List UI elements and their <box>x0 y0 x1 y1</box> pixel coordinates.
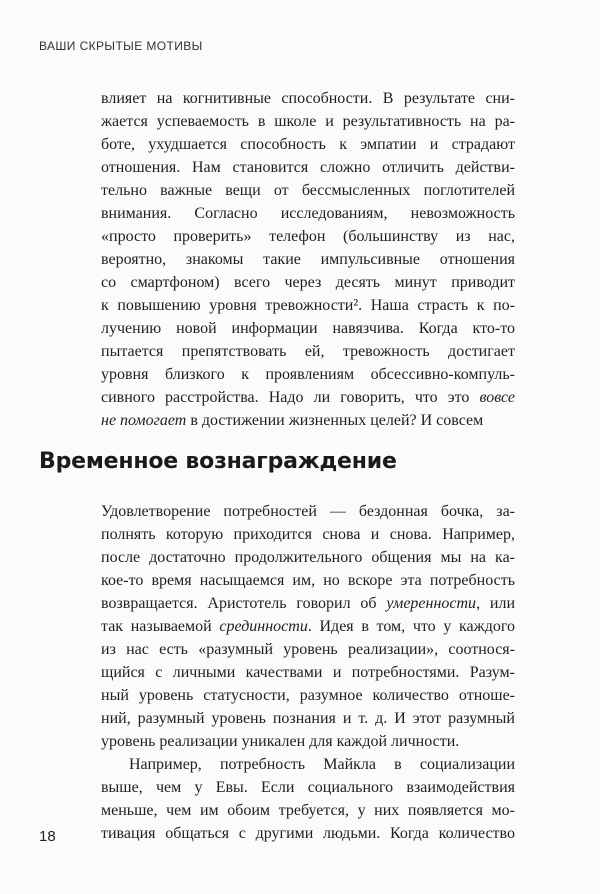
emphasis: вовсе <box>479 389 516 406</box>
text-line: из нас есть «разумный уровень реализации», соотнося- <box>101 641 515 658</box>
text-line: влияет на когнитивные способности. В результате сни- <box>101 90 515 107</box>
text-line: меньше, чем им обоим требуется, у них появляется мо- <box>101 802 515 819</box>
text-line: Например, потребность Майкла в социализации <box>129 756 515 773</box>
text-span: , или <box>476 595 516 612</box>
text-line: после достаточно продолжительного общения мы на ка- <box>101 549 515 566</box>
text-line <box>101 594 515 614</box>
text-line: внимания. Согласно исследованиям, невозможность <box>101 205 515 222</box>
text-line: вероятно, знакомы такие импульсивные отношения <box>101 251 515 268</box>
running-head: ВАШИ СКРЫТЫЕ МОТИВЫ <box>39 39 203 53</box>
text-line: кое-то время насыщаемся им, но вскоре эта потребность <box>101 572 515 589</box>
text-line: щийся с личными качествами и потребностями. Разум- <box>101 664 515 681</box>
text-line: пытается препятствовать ей, тревожность достигает <box>101 343 515 360</box>
text-line: со смартфоном) всего через десять минут приводит <box>101 274 515 291</box>
text-line <box>101 617 515 637</box>
text-line: тивация общаться с другими людьми. Когда количество <box>101 825 515 842</box>
text-line: ный уровень статусности, разумное количество отноше- <box>101 687 515 704</box>
section-heading: Временное вознаграждение <box>39 449 397 474</box>
text-line: уровня близкого к проявлениям обсессивно-компуль- <box>101 366 515 383</box>
text-line: полнять которую приходится снова и снова. Например, <box>101 526 515 543</box>
text-span: сивного расстройства. Надо ли говорить, что это <box>101 389 470 406</box>
text-line: ний, разумный уровень познания и т. д. И этот разумный <box>101 710 515 727</box>
text-line: боте, ухудшается способность к эмпатии и страдают <box>101 136 515 153</box>
text-line: к повышению уровня тревожности². Наша страсть к по- <box>101 297 515 314</box>
text-span: . Идея в том, что у каждого <box>307 618 516 635</box>
text-span: возвращается. Аристотель говорил об <box>101 595 387 612</box>
text-line: отношения. Нам становится сложно отличить действи- <box>101 159 515 176</box>
text-line: выше, чем у Евы. Если социального взаимодействия <box>101 779 515 796</box>
emphasis: умеренности <box>386 595 477 612</box>
text-line: Удовлетворение потребностей — бездонная бочка, за- <box>101 503 515 520</box>
text-line: «просто проверить» телефон (большинству из нас, <box>101 228 515 245</box>
text-line <box>101 388 515 408</box>
text-line: уровень реализации уникален для каждой личности. <box>101 733 460 750</box>
text-line: жается успеваемость в школе и результативность на ра- <box>101 113 515 130</box>
text-line <box>101 411 515 431</box>
text-line: лучению новой информации навязчива. Когда кто-то <box>101 320 515 337</box>
text-span: в достижении жизненных целей? И совсем <box>186 412 484 429</box>
text-line: тельно важные вещи от бессмысленных поглотителей <box>101 182 515 199</box>
emphasis: не помогает <box>101 412 187 429</box>
text-span: так называемой <box>101 618 220 635</box>
page-number: 18 <box>39 828 56 845</box>
emphasis: срединности <box>219 618 308 635</box>
